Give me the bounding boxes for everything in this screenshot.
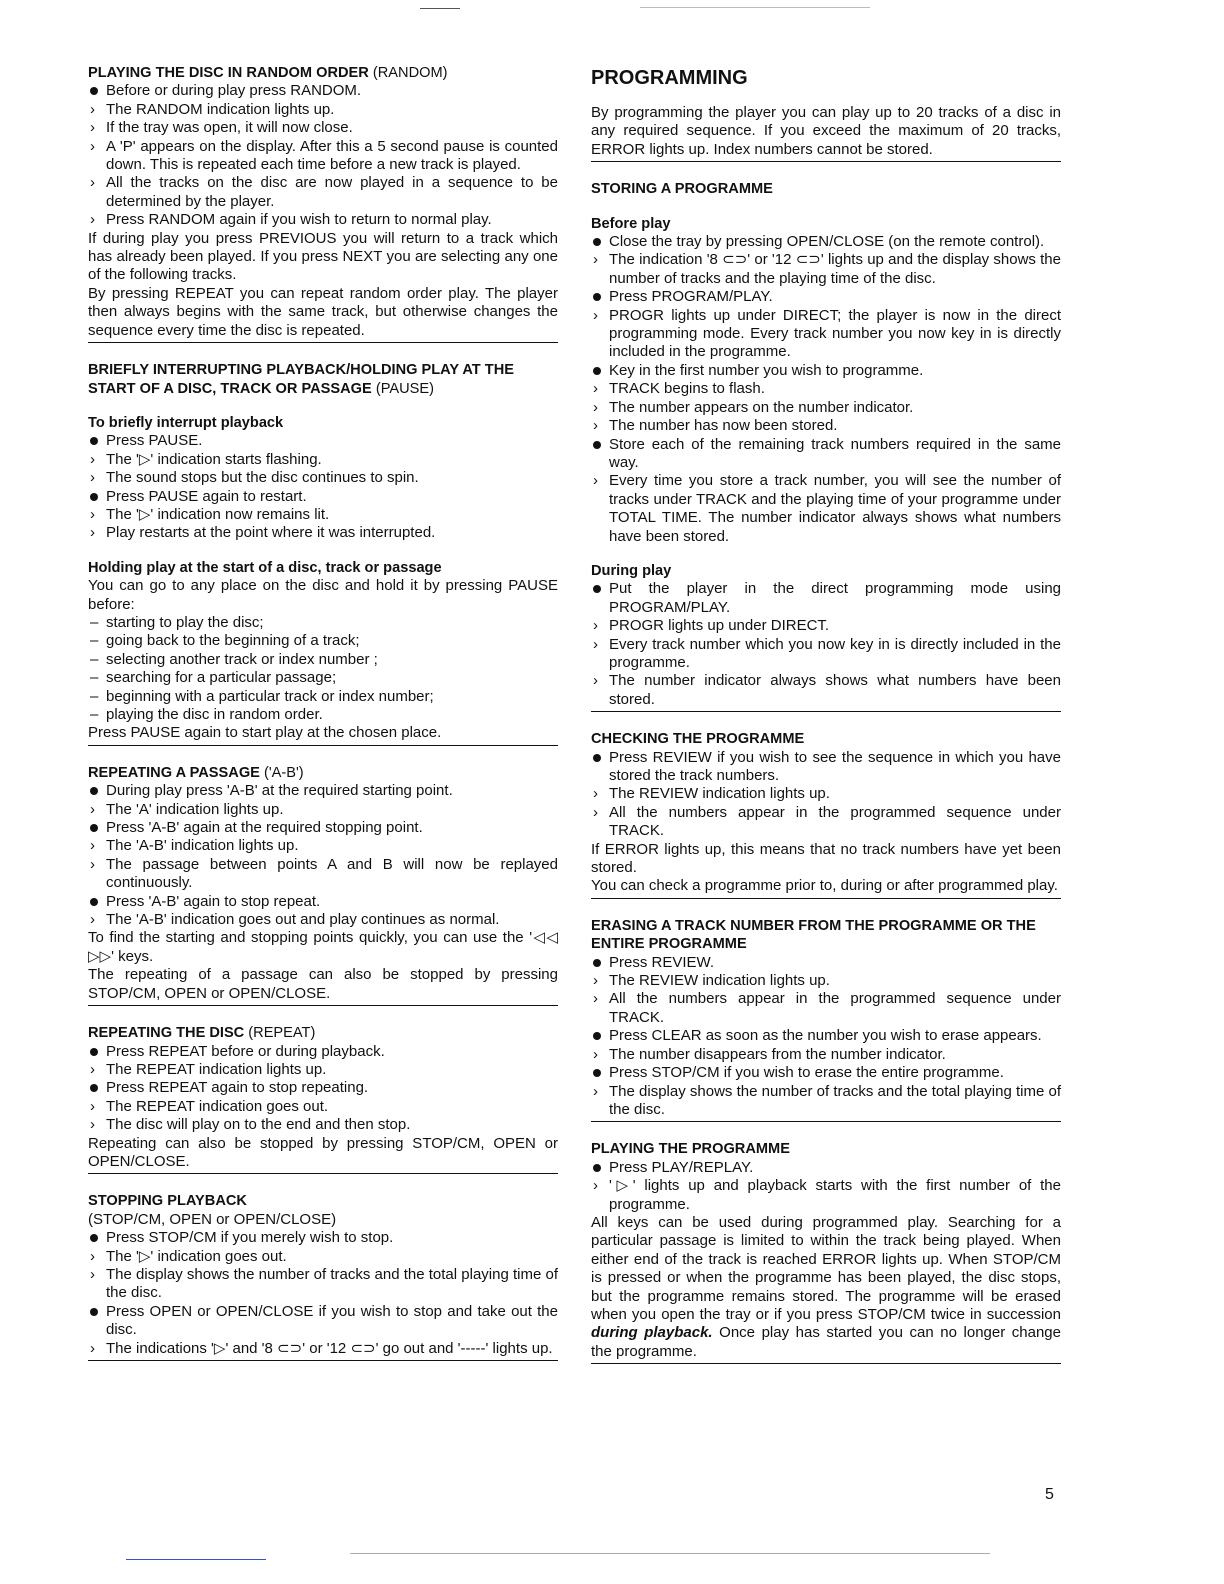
- result-arrow-icon: ›: [90, 505, 95, 523]
- list-item: [88, 1229, 558, 1247]
- list-item-text: The number indicator always shows what numbers have been stored.: [609, 672, 1061, 708]
- result-arrow-icon: ›: [90, 137, 95, 155]
- result-arrow-icon: ›: [593, 398, 598, 416]
- result-arrow-icon: ›: [593, 635, 598, 653]
- bullet-icon: [593, 1027, 607, 1045]
- section-title: [88, 64, 558, 82]
- section-programming: [591, 64, 1061, 162]
- item-list: [88, 614, 558, 724]
- paragraph: Repeating can also be stopped by pressing STOP/CM, OPEN or OPEN/CLOSE.: [88, 1134, 558, 1170]
- list-item: [88, 1043, 558, 1061]
- list-item-text: If the tray was open, it will now close.: [106, 119, 353, 137]
- list-item-text: The indications '▷' and '8 ⊂⊃' or '12 ⊂⊃' go out and '-----' lights up.: [106, 1339, 553, 1357]
- list-item: [591, 749, 1061, 786]
- result-arrow-icon: ›: [593, 1045, 598, 1063]
- result-arrow-icon: ›: [90, 1097, 95, 1115]
- list-item-text: Every time you store a track number, you will see the number of tracks under TRACK and the playing time of your programme under TOTAL TIME. The number indicator always shows what numbers have been stored.: [609, 472, 1061, 545]
- list-item-text: Press PAUSE again to restart.: [106, 487, 307, 505]
- list-item-text: Press REPEAT before or during playback.: [106, 1042, 385, 1060]
- list-item-text: The disc will play on to the end and then stop.: [106, 1116, 411, 1134]
- item-list: [591, 954, 1061, 1120]
- paragraph: If during play you press PREVIOUS you will return to a track which has already been played. If you press NEXT you are selecting any one of the following tracks.: [88, 229, 558, 284]
- item-list: [591, 749, 1061, 841]
- list-item: [591, 636, 1061, 673]
- paragraph: To find the starting and stopping points quickly, you can use the '◁◁ ▷▷' keys.: [88, 929, 558, 965]
- list-item-text: Press REVIEW.: [609, 953, 715, 971]
- section-erasing: [591, 917, 1061, 1122]
- bullet-icon: [90, 1303, 104, 1321]
- paragraph-text: Once play has started you can no longer change the programme.: [591, 1324, 1061, 1360]
- list-item: [591, 1046, 1061, 1064]
- title-paren: (RANDOM): [372, 65, 448, 81]
- list-item: [591, 417, 1061, 435]
- section-random: [88, 64, 558, 343]
- result-arrow-icon: ›: [90, 1060, 95, 1078]
- list-item-text: Press STOP/CM if you merely wish to stop.: [106, 1229, 394, 1247]
- list-item: [88, 1340, 558, 1358]
- section-title: [88, 361, 558, 398]
- list-item: [88, 506, 558, 524]
- list-item: [591, 954, 1061, 972]
- list-item: [591, 1177, 1061, 1214]
- list-item-text: Play restarts at the point where it was interrupted.: [106, 524, 436, 542]
- result-arrow-icon: ›: [593, 251, 598, 269]
- section-title: CHECKING THE PROGRAMME: [591, 731, 805, 748]
- subheading: To briefly interrupt playback: [88, 414, 284, 431]
- result-arrow-icon: ›: [593, 803, 598, 821]
- page-title: PROGRAMMING: [591, 67, 748, 89]
- result-arrow-icon: ›: [593, 990, 598, 1008]
- list-item: [88, 1248, 558, 1266]
- paragraph: [591, 1214, 1061, 1361]
- list-item: [591, 1027, 1061, 1045]
- dash-icon: –: [90, 650, 99, 668]
- list-item-text: All the numbers appear in the programmed sequence under TRACK.: [609, 990, 1061, 1026]
- list-item-text: Every track number which you now key in is directly included in the programme.: [609, 635, 1061, 671]
- section-title: [88, 1024, 558, 1042]
- result-arrow-icon: ›: [90, 524, 95, 542]
- item-list: [591, 1159, 1061, 1214]
- section-stopping: [88, 1192, 558, 1361]
- list-item-text: All the numbers appear in the programmed sequence under TRACK.: [609, 803, 1061, 840]
- list-item-text: TRACK begins to flash.: [609, 380, 765, 398]
- result-arrow-icon: ›: [593, 1177, 598, 1195]
- result-arrow-icon: ›: [593, 785, 598, 803]
- list-item: [591, 672, 1061, 709]
- list-item: [88, 119, 558, 137]
- list-item: [88, 1079, 558, 1097]
- list-item: [591, 1064, 1061, 1082]
- list-item-text: Press PROGRAM/PLAY.: [609, 288, 773, 306]
- list-item-text: Press OPEN or OPEN/CLOSE if you wish to stop and take out the disc.: [106, 1302, 558, 1339]
- list-item-text: The 'A-B' indication lights up.: [106, 837, 299, 855]
- title-paren: (REPEAT): [248, 1025, 316, 1042]
- result-arrow-icon: ›: [90, 1265, 95, 1283]
- bullet-icon: [593, 580, 607, 598]
- section-repeat-disc: [88, 1024, 558, 1174]
- result-arrow-icon: ›: [593, 617, 598, 635]
- bullet-icon: [593, 362, 607, 380]
- list-item-text: The REVIEW indication lights up.: [609, 785, 830, 803]
- section-ab-repeat: [88, 764, 558, 1006]
- section-title: STOPPING PLAYBACK: [88, 1193, 247, 1210]
- list-item-text: The display shows the number of tracks and the total playing time of the disc.: [609, 1082, 1061, 1118]
- list-item-text: The '▷' indication now remains lit.: [106, 505, 330, 523]
- item-list: [591, 580, 1061, 709]
- result-arrow-icon: ›: [90, 450, 95, 468]
- paragraph: By programming the player you can play up to 20 tracks of a disc in any required sequence. If you exceed the maximum of 20 tracks, ERROR lights up. Index numbers cannot be stored.: [591, 104, 1061, 158]
- paragraph: The repeating of a passage can also be stopped by pressing STOP/CM, OPEN or OPEN/CLOSE.: [88, 966, 558, 1002]
- list-item-text: The indication '8 ⊂⊃' or '12 ⊂⊃' lights up and the display shows the number of tracks and the playing time of the disc.: [609, 251, 1061, 287]
- list-item-text: The sound stops but the disc continues to spin.: [106, 469, 419, 487]
- result-arrow-icon: ›: [593, 1082, 598, 1100]
- list-item-text: The 'A-B' indication goes out and play continues as normal.: [106, 911, 500, 929]
- result-arrow-icon: ›: [90, 100, 95, 118]
- result-arrow-icon: ›: [593, 306, 598, 324]
- item-list: [88, 782, 558, 929]
- list-item-text: playing the disc in random order.: [106, 706, 323, 723]
- list-item: [591, 804, 1061, 841]
- list-item-text: Key in the first number you wish to programme.: [609, 361, 924, 379]
- list-item-text: Put the player in the direct programming mode using PROGRAM/PLAY.: [609, 580, 1061, 616]
- list-item-text: Press REPEAT again to stop repeating.: [106, 1079, 369, 1097]
- section-title: ERASING A TRACK NUMBER FROM THE PROGRAMME OR THE ENTIRE PROGRAMME: [591, 917, 1036, 953]
- bullet-icon: [90, 1043, 104, 1061]
- section-playing: [591, 1140, 1061, 1364]
- list-item-text: The number has now been stored.: [609, 417, 838, 435]
- list-item: [591, 233, 1061, 251]
- scan-artifact: [350, 1553, 990, 1554]
- title-text: PLAYING THE DISC IN RANDOM ORDER: [88, 65, 369, 81]
- list-item-text: All the tracks on the disc are now played in a sequence to be determined by the player.: [106, 174, 558, 210]
- list-item: [591, 617, 1061, 635]
- list-item-text: A 'P' appears on the display. After this a 5 second pause is counted down. This is repeated each time before a new track is played.: [106, 137, 558, 174]
- list-item: [88, 451, 558, 469]
- bullet-icon: [90, 1079, 104, 1097]
- list-item: [88, 911, 558, 929]
- paragraph: By pressing REPEAT you can repeat random order play. The player then always begins with the same track, but otherwise changes the sequence every time the disc is repeated.: [88, 284, 558, 339]
- list-item: [88, 1303, 558, 1340]
- list-item: [591, 362, 1061, 380]
- list-item-text: Before or during play press RANDOM.: [106, 82, 362, 100]
- list-item-text: selecting another track or index number ;: [106, 650, 378, 668]
- list-item: [88, 669, 558, 687]
- subheading: Before play: [591, 215, 671, 232]
- item-list: [88, 82, 558, 229]
- item-list: [591, 233, 1061, 546]
- list-item: [591, 972, 1061, 990]
- subheading: Holding play at the start of a disc, track or passage: [88, 559, 442, 576]
- list-item: [591, 1083, 1061, 1120]
- list-item-text: starting to play the disc;: [106, 613, 264, 631]
- paragraph: You can check a programme prior to, during or after programmed play.: [591, 877, 1058, 895]
- bullet-icon: [90, 82, 104, 100]
- list-item: [88, 837, 558, 855]
- dash-icon: –: [90, 687, 99, 705]
- list-item: [88, 1098, 558, 1116]
- list-item-text: Press RANDOM again if you wish to return to normal play.: [106, 211, 492, 229]
- list-item: [591, 288, 1061, 306]
- bullet-icon: [593, 1159, 607, 1177]
- bullet-icon: [593, 436, 607, 454]
- result-arrow-icon: ›: [593, 972, 598, 990]
- list-item: [88, 632, 558, 650]
- result-arrow-icon: ›: [593, 417, 598, 435]
- list-item: [88, 1061, 558, 1079]
- list-item: [88, 138, 558, 175]
- list-item: [88, 488, 558, 506]
- list-item: [88, 614, 558, 632]
- bullet-icon: [593, 288, 607, 306]
- list-item-text: PROGR lights up under DIRECT; the player is now in the direct programming mode. Every track number you now key in is directly included in the programme.: [609, 306, 1061, 361]
- bullet-icon: [90, 488, 104, 506]
- list-item-text: Press REVIEW if you wish to see the sequence in which you have stored the track numbers.: [609, 748, 1061, 784]
- result-arrow-icon: ›: [90, 855, 95, 873]
- list-item: [88, 174, 558, 211]
- list-item-text: The REVIEW indication lights up.: [609, 972, 830, 990]
- list-item-text: The number disappears from the number indicator.: [609, 1045, 946, 1063]
- list-item-text: Press 'A-B' again at the required stopping point.: [106, 819, 423, 837]
- section-checking: [591, 730, 1061, 899]
- result-arrow-icon: ›: [90, 211, 95, 229]
- list-item: [591, 436, 1061, 473]
- list-item: [88, 524, 558, 542]
- bullet-icon: [90, 819, 104, 837]
- result-arrow-icon: ›: [593, 672, 598, 690]
- list-item: [88, 82, 558, 100]
- item-list: [88, 1043, 558, 1135]
- right-column: [591, 64, 1061, 1382]
- result-arrow-icon: ›: [593, 472, 598, 490]
- dash-icon: –: [90, 632, 99, 650]
- list-item-text: The RANDOM indication lights up.: [106, 100, 335, 118]
- bullet-icon: [593, 954, 607, 972]
- list-item: [88, 432, 558, 450]
- list-item-text: The number appears on the number indicator.: [609, 398, 914, 416]
- list-item-text: Press PLAY/REPLAY.: [609, 1158, 754, 1176]
- scan-artifact: [640, 7, 870, 8]
- page-number: 5: [1045, 1486, 1054, 1503]
- list-item-text: Close the tray by pressing OPEN/CLOSE (on the remote control).: [609, 233, 1045, 251]
- result-arrow-icon: ›: [90, 800, 95, 818]
- section-title: PLAYING THE PROGRAMME: [591, 1141, 790, 1158]
- dash-icon: –: [90, 669, 99, 687]
- paragraph: Press PAUSE again to start play at the chosen place.: [88, 724, 442, 742]
- list-item-text: Store each of the remaining track numbers required in the same way.: [609, 435, 1061, 471]
- subline: (STOP/CM, OPEN or OPEN/CLOSE): [88, 1210, 337, 1228]
- list-item: [88, 856, 558, 893]
- result-arrow-icon: ›: [90, 174, 95, 192]
- list-item: [591, 307, 1061, 362]
- item-list: [88, 432, 558, 542]
- result-arrow-icon: ›: [90, 837, 95, 855]
- title-text: BRIEFLY INTERRUPTING PLAYBACK/HOLDING PLAY AT THE START OF A DISC, TRACK OR PASSAGE: [88, 362, 514, 397]
- scan-artifact: [126, 1559, 266, 1560]
- list-item-text: The passage between points A and B will now be replayed continuously.: [106, 855, 558, 892]
- list-item-text: Press PAUSE.: [106, 432, 203, 450]
- bullet-icon: [593, 749, 607, 767]
- list-item: [88, 893, 558, 911]
- list-item-text: searching for a particular passage;: [106, 669, 337, 687]
- result-arrow-icon: ›: [90, 119, 95, 137]
- title-paren: ('A-B'): [263, 764, 304, 781]
- bullet-icon: [593, 233, 607, 251]
- list-item: [88, 782, 558, 800]
- result-arrow-icon: ›: [90, 1247, 95, 1265]
- result-arrow-icon: ›: [90, 469, 95, 487]
- paragraph: You can go to any place on the disc and hold it by pressing PAUSE before:: [88, 577, 558, 613]
- section-storing: [591, 180, 1061, 712]
- list-item-text: The '▷' indication starts flashing.: [106, 450, 322, 468]
- list-item: [88, 1116, 558, 1134]
- list-item: [591, 785, 1061, 803]
- list-item: [88, 706, 558, 724]
- list-item-text: The display shows the number of tracks and the total playing time of the disc.: [106, 1265, 558, 1302]
- list-item: [88, 819, 558, 837]
- list-item-text: beginning with a particular track or index number;: [106, 687, 434, 705]
- result-arrow-icon: ›: [90, 1116, 95, 1134]
- subheading: During play: [591, 562, 672, 579]
- section-pause: [88, 361, 558, 746]
- dash-icon: –: [90, 706, 99, 723]
- list-item: [591, 399, 1061, 417]
- bullet-icon: [90, 893, 104, 911]
- list-item-text: '▷' lights up and playback starts with the first number of the programme.: [609, 1177, 1061, 1213]
- result-arrow-icon: ›: [90, 1339, 95, 1357]
- list-item-text: The REPEAT indication goes out.: [106, 1097, 329, 1115]
- bullet-icon: [90, 1229, 104, 1247]
- list-item-text: PROGR lights up under DIRECT.: [609, 617, 830, 635]
- emphasis-text: during playback.: [591, 1324, 713, 1342]
- title-text: REPEATING A PASSAGE: [88, 764, 260, 781]
- title-text: REPEATING THE DISC: [88, 1025, 245, 1042]
- list-item: [88, 469, 558, 487]
- left-column: [88, 64, 558, 1379]
- list-item: [591, 380, 1061, 398]
- list-item-text: Press 'A-B' again to stop repeat.: [106, 892, 321, 910]
- section-title: [88, 764, 558, 782]
- scan-artifact: [420, 8, 460, 9]
- list-item-text: going back to the beginning of a track;: [106, 632, 360, 650]
- list-item-text: Press STOP/CM if you wish to erase the entire programme.: [609, 1064, 1004, 1082]
- list-item: [88, 651, 558, 669]
- list-item: [591, 251, 1061, 288]
- bullet-icon: [593, 1064, 607, 1082]
- list-item: [591, 472, 1061, 546]
- list-item-text: Press CLEAR as soon as the number you wish to erase appears.: [609, 1027, 1042, 1045]
- list-item: [88, 1266, 558, 1303]
- list-item: [591, 990, 1061, 1027]
- list-item: [591, 580, 1061, 617]
- bullet-icon: [90, 432, 104, 450]
- bullet-icon: [90, 782, 104, 800]
- list-item: [88, 211, 558, 229]
- paragraph-text: All keys can be used during programmed play. Searching for a particular passage is limited to within the track being played. When either end of the track is reached ERROR lights up. When STOP/CM is pressed or when the programme has been played, the disc stops, but the programme remains stored. The programme will be erased when you open the tray or if you press STOP/CM twice in succession: [591, 1213, 1061, 1323]
- list-item-text: The '▷' indication goes out.: [106, 1247, 287, 1265]
- list-item-text: During play press 'A-B' at the required starting point.: [106, 782, 453, 800]
- list-item: [591, 1159, 1061, 1177]
- result-arrow-icon: ›: [90, 911, 95, 929]
- result-arrow-icon: ›: [593, 380, 598, 398]
- title-paren: (PAUSE): [375, 380, 434, 397]
- item-list: [88, 1229, 558, 1358]
- list-item: [88, 688, 558, 706]
- dash-icon: –: [90, 613, 99, 631]
- list-item-text: The REPEAT indication lights up.: [106, 1060, 327, 1078]
- list-item-text: The 'A' indication lights up.: [106, 800, 284, 818]
- section-title: STORING A PROGRAMME: [591, 181, 773, 198]
- list-item: [88, 801, 558, 819]
- paragraph: If ERROR lights up, this means that no track numbers have yet been stored.: [591, 840, 1061, 877]
- list-item: [88, 101, 558, 119]
